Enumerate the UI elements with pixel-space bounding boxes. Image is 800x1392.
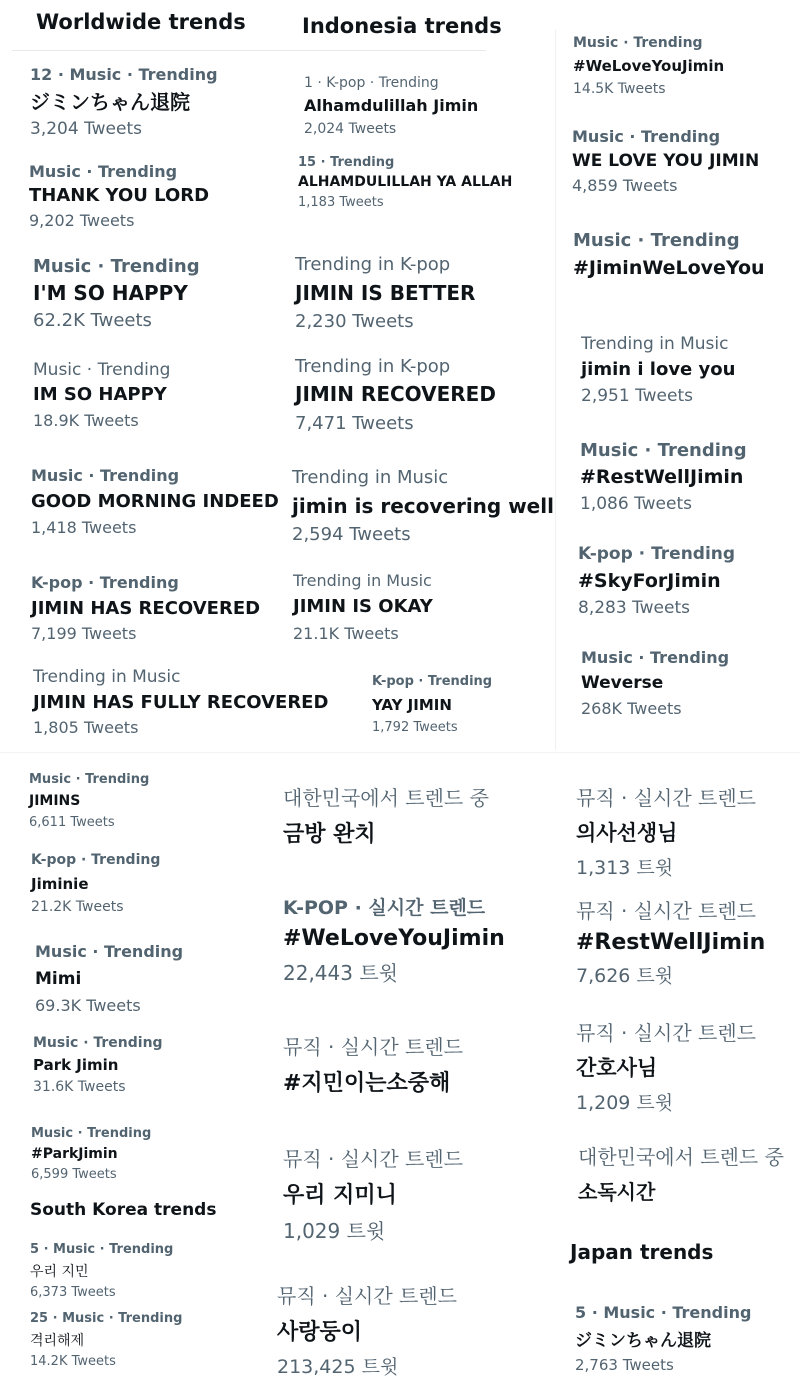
trend-item[interactable]: [573, 230, 765, 279]
trend-name: Alhamdulillah Jimin: [304, 96, 479, 115]
trend-meta: Music · Trending: [580, 440, 747, 461]
trend-meta: 5 · Music · Trending: [575, 1303, 752, 1322]
worldwide-trends-header: Worldwide trends: [36, 10, 246, 34]
trend-count: 4,859 Tweets: [572, 176, 678, 195]
trend-item[interactable]: [283, 893, 505, 986]
trend-count: 8,283 Tweets: [578, 598, 690, 618]
trend-name: 사랑둥이: [277, 1320, 363, 1345]
trend-count: 6,599 Tweets: [31, 1167, 117, 1182]
trend-meta: 5 · Music · Trending: [30, 1242, 174, 1257]
trend-meta: Music · Trending: [573, 35, 703, 51]
trend-item[interactable]: [30, 65, 218, 139]
trend-count: 9,202 Tweets: [29, 211, 135, 230]
trend-name: Weverse: [581, 673, 664, 693]
trend-item[interactable]: [580, 440, 747, 514]
trend-count: 1,805 Tweets: [33, 718, 139, 737]
trend-name: JIMIN IS OKAY: [293, 596, 433, 617]
trend-meta: Music · Trending: [29, 772, 150, 787]
trend-name: #WeLoveYouJimin: [283, 926, 505, 951]
trend-name: JIMIN HAS RECOVERED: [31, 598, 261, 619]
trend-count: 1,209 트윗: [576, 1092, 674, 1114]
trend-item[interactable]: [576, 895, 765, 988]
trend-meta: Music · Trending: [35, 942, 184, 961]
trend-meta: Music · Trending: [31, 466, 180, 485]
trend-item[interactable]: [576, 1017, 756, 1115]
trend-count: 6,611 Tweets: [29, 815, 115, 830]
trend-item[interactable]: [573, 35, 724, 97]
trend-item[interactable]: [29, 772, 149, 830]
trend-meta: 뮤직 · 실시간 트렌드: [576, 786, 756, 810]
trend-item[interactable]: [575, 1303, 751, 1374]
trend-name: THANK YOU LORD: [29, 185, 210, 206]
trend-meta: Music · Trending: [573, 230, 740, 251]
trend-meta: Trending in Music: [581, 334, 729, 354]
trend-item[interactable]: [572, 127, 759, 195]
trend-count: 6,373 Tweets: [30, 1285, 116, 1300]
trend-meta: 뮤직 · 실시간 트렌드: [576, 899, 756, 923]
trend-meta: Music · Trending: [31, 1126, 152, 1141]
trend-item[interactable]: [576, 782, 756, 880]
trend-count: 62.2K Tweets: [33, 310, 152, 331]
trend-meta: K-pop · Trending: [578, 544, 736, 564]
column-divider: [555, 30, 556, 750]
trend-name: ジミンちゃん退院: [30, 90, 190, 114]
trend-meta: Trending in K-pop: [295, 254, 451, 275]
south-korea-trends-header: South Korea trends: [30, 1200, 217, 1220]
section-divider: [0, 752, 800, 753]
trend-name: WE LOVE YOU JIMIN: [572, 151, 760, 171]
trend-name: Park Jimin: [33, 1056, 119, 1074]
trend-count: 7,471 Tweets: [295, 413, 414, 434]
trend-count: 1,418 Tweets: [31, 518, 137, 537]
trend-meta: Trending in Music: [293, 571, 432, 590]
trend-meta: 12 · Music · Trending: [30, 65, 218, 84]
trend-name: 간호사님: [576, 1056, 658, 1080]
trend-item[interactable]: [33, 1035, 163, 1095]
trend-count: 2,763 Tweets: [575, 1356, 674, 1374]
trend-name: 소독시간: [578, 1180, 656, 1204]
trend-item[interactable]: [283, 1143, 463, 1244]
trend-meta: Trending in K-pop: [295, 356, 451, 377]
trend-meta: Music · Trending: [33, 256, 200, 277]
trend-meta: Music · Trending: [572, 127, 721, 146]
trend-count: 2,951 Tweets: [581, 386, 693, 406]
trend-meta: Music · Trending: [33, 1035, 163, 1051]
trend-count: 2,230 Tweets: [295, 311, 414, 332]
trend-name: IM SO HAPPY: [33, 384, 167, 405]
trend-item[interactable]: [283, 1031, 463, 1097]
trend-item[interactable]: [29, 162, 209, 230]
trend-count: 268K Tweets: [581, 699, 682, 718]
trend-meta: 뮤직 · 실시간 트렌드: [283, 1035, 463, 1059]
trend-count: 2,594 Tweets: [292, 524, 411, 545]
trend-meta: 뮤직 · 실시간 트렌드: [283, 1147, 463, 1171]
trend-name: 금방 완치: [283, 822, 376, 847]
trend-item[interactable]: [277, 1280, 457, 1379]
trend-item[interactable]: [283, 782, 489, 848]
trend-meta: K-POP · 실시간 트렌드: [283, 897, 486, 919]
trend-item[interactable]: [372, 674, 492, 735]
trend-meta: 대한민국에서 트렌드 중: [283, 786, 489, 810]
trend-name: #WeLoveYouJimin: [573, 57, 725, 75]
trend-name: Jiminie: [31, 875, 89, 893]
trend-name: ジミンちゃん退院: [575, 1331, 711, 1351]
trend-item[interactable]: [298, 155, 512, 210]
trend-name: 격리해제: [30, 1333, 85, 1349]
trend-item[interactable]: [292, 467, 554, 545]
trend-name: jimin is recovering well: [292, 494, 554, 518]
trend-count: 1,183 Tweets: [298, 195, 384, 210]
trend-name: #SkyForJimin: [578, 570, 721, 592]
trend-meta: 뮤직 · 실시간 트렌드: [277, 1284, 457, 1308]
trend-item[interactable]: [31, 573, 260, 643]
trend-name: I'M SO HAPPY: [33, 281, 188, 305]
trend-meta: Music · Trending: [33, 360, 171, 380]
trend-count: 213,425 트윗: [277, 1356, 399, 1378]
trend-meta: 25 · Music · Trending: [30, 1311, 183, 1326]
trend-item[interactable]: [31, 466, 279, 537]
trend-name: jimin i love you: [581, 359, 736, 380]
trend-count: 3,204 Tweets: [30, 119, 142, 139]
trend-item[interactable]: [581, 334, 735, 406]
trend-name: Mimi: [35, 969, 82, 989]
trend-count: 1,029 트윗: [283, 1219, 386, 1243]
trend-count: 1,313 트윗: [576, 857, 674, 879]
trend-item[interactable]: [30, 1311, 182, 1369]
trend-meta: 뮤직 · 실시간 트렌드: [576, 1021, 756, 1045]
trend-item[interactable]: [33, 360, 170, 430]
trend-count: 21.1K Tweets: [293, 624, 399, 643]
trend-meta: K-pop · Trending: [31, 573, 179, 592]
trend-name: #ParkJimin: [31, 1146, 118, 1162]
trend-meta: Trending in Music: [33, 667, 181, 687]
trend-item[interactable]: [304, 75, 478, 137]
trend-item[interactable]: [578, 544, 735, 618]
header-divider: [12, 50, 486, 51]
trend-meta: 15 · Trending: [298, 155, 395, 170]
trend-meta: K-pop · Trending: [372, 674, 493, 689]
trend-meta: Trending in Music: [292, 467, 449, 488]
trend-name: #JiminWeLoveYou: [573, 257, 765, 279]
trend-item[interactable]: [578, 1141, 784, 1205]
trend-item[interactable]: [30, 1242, 173, 1300]
trend-name: JIMINS: [29, 793, 81, 809]
trend-name: #지민이는소중해: [283, 1071, 451, 1096]
trend-meta: Music · Trending: [581, 648, 730, 667]
trend-item[interactable]: [295, 356, 496, 434]
trend-meta: 대한민국에서 트렌드 중: [578, 1145, 784, 1169]
trend-count: 2,024 Tweets: [304, 121, 397, 137]
trend-count: 22,443 트윗: [283, 961, 398, 985]
trend-count: 18.9K Tweets: [33, 411, 139, 430]
trend-item[interactable]: [581, 648, 729, 718]
trend-name: 우리 지미니: [283, 1183, 397, 1208]
trend-name: YAY JIMIN: [372, 696, 452, 714]
trend-item[interactable]: [35, 942, 183, 1015]
japan-trends-header: Japan trends: [570, 1240, 714, 1264]
trend-item[interactable]: [31, 1126, 151, 1182]
trend-name: 의사선생님: [576, 821, 678, 845]
trend-item[interactable]: [31, 852, 160, 915]
trend-name: #RestWellJimin: [576, 930, 766, 955]
trend-count: 21.2K Tweets: [31, 899, 124, 915]
trend-count: 69.3K Tweets: [35, 996, 141, 1015]
trend-name: #RestWellJimin: [580, 466, 744, 488]
trend-item[interactable]: [295, 254, 475, 332]
trend-count: 14.2K Tweets: [30, 1354, 116, 1369]
trend-name: GOOD MORNING INDEED: [31, 491, 279, 512]
trend-name: ALHAMDULILLAH YA ALLAH: [298, 174, 513, 190]
trend-name: JIMIN IS BETTER: [295, 281, 476, 305]
indonesia-trends-header: Indonesia trends: [302, 14, 502, 38]
trend-name: JIMIN RECOVERED: [295, 382, 496, 406]
trend-count: 7,199 Tweets: [31, 624, 137, 643]
trend-meta: K-pop · Trending: [31, 852, 161, 868]
trend-meta: 1 · K-pop · Trending: [304, 75, 439, 91]
trend-count: 7,626 트윗: [576, 965, 674, 987]
trend-count: 31.6K Tweets: [33, 1079, 126, 1095]
trend-count: 14.5K Tweets: [573, 81, 666, 97]
trend-count: 1,792 Tweets: [372, 720, 458, 735]
trend-item[interactable]: [33, 256, 200, 331]
trend-item[interactable]: [293, 571, 433, 643]
trend-item[interactable]: [33, 667, 328, 737]
trend-name: JIMIN HAS FULLY RECOVERED: [33, 692, 329, 713]
trend-name: 우리 지민: [30, 1264, 89, 1280]
trend-count: 1,086 Tweets: [580, 494, 692, 514]
trend-meta: Music · Trending: [29, 162, 178, 181]
